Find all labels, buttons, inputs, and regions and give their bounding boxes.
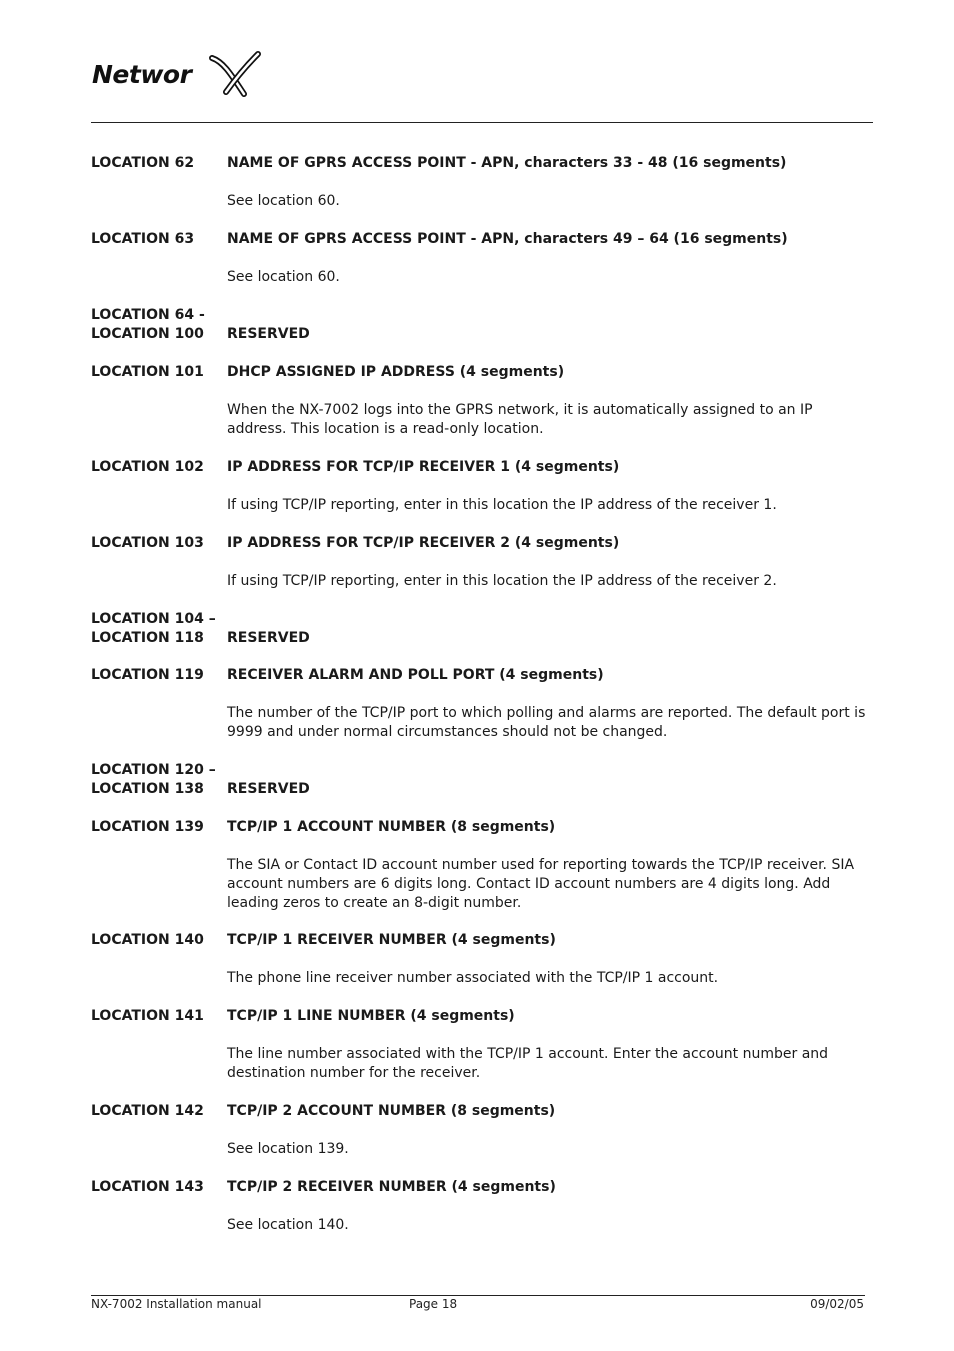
- entry-description: The line number associated with the TCP/IP 1 account. Enter the account number and destination number for the receiver.: [227, 1046, 829, 1081]
- entry-description: If using TCP/IP reporting, enter in this location the IP address of the receiver 1.: [227, 497, 777, 513]
- location-label: LOCATION 101: [91, 364, 204, 380]
- entry-title: TCP/IP 1 ACCOUNT NUMBER (8 segments): [227, 819, 556, 835]
- entry-description: The number of the TCP/IP port to which polling and alarms are reported. The default port is 9999 and under normal circumstances should not be changed.: [227, 705, 866, 740]
- logo-x-mark: [202, 48, 266, 100]
- entry-title: IP ADDRESS FOR TCP/IP RECEIVER 2 (4 segments): [227, 535, 620, 551]
- footer-document-title: NX-7002 Installation manual: [91, 1297, 262, 1311]
- entry-title: NAME OF GPRS ACCESS POINT - APN, characters 33 - 48 (16 segments): [227, 155, 787, 171]
- entry-title: TCP/IP 1 LINE NUMBER (4 segments): [227, 1008, 515, 1024]
- location-label: LOCATION 64 - LOCATION 100: [91, 307, 205, 342]
- location-label: LOCATION 102: [91, 459, 204, 475]
- location-label: LOCATION 143: [91, 1179, 204, 1195]
- entry-description: See location 139.: [227, 1141, 349, 1157]
- location-label: LOCATION 141: [91, 1008, 204, 1024]
- entry-description: The SIA or Contact ID account number used for reporting towards the TCP/IP receiver. SIA account numbers are 6 digits long. Contact ID account numbers are 4 digits long. Add leading zeros to create an 8-digit number.: [227, 857, 855, 911]
- entry-title: TCP/IP 2 ACCOUNT NUMBER (8 segments): [227, 1103, 556, 1119]
- logo-wordmark: Networ: [92, 60, 192, 89]
- entry-title: DHCP ASSIGNED IP ADDRESS (4 segments): [227, 364, 565, 380]
- entry-title: TCP/IP 2 RECEIVER NUMBER (4 segments): [227, 1179, 556, 1195]
- entry-description: The phone line receiver number associated with the TCP/IP 1 account.: [227, 970, 719, 986]
- location-label: LOCATION 62: [91, 155, 195, 171]
- entry-title: RECEIVER ALARM AND POLL PORT (4 segments): [227, 667, 604, 683]
- footer-divider: [91, 1295, 865, 1296]
- header-divider: [91, 122, 873, 123]
- location-label: LOCATION 142: [91, 1103, 204, 1119]
- footer-date: 09/02/05: [810, 1297, 864, 1311]
- location-label: LOCATION 103: [91, 535, 204, 551]
- entry-title: RESERVED: [227, 781, 310, 797]
- entry-description: When the NX-7002 logs into the GPRS network, it is automatically assigned to an IP address. This location is a read-only location.: [227, 402, 813, 437]
- entry-title: IP ADDRESS FOR TCP/IP RECEIVER 1 (4 segments): [227, 459, 620, 475]
- entry-title: RESERVED: [227, 326, 310, 342]
- entry-description: See location 60.: [227, 269, 340, 285]
- entry-description: See location 60.: [227, 193, 340, 209]
- location-label: LOCATION 139: [91, 819, 204, 835]
- entry-description: See location 140.: [227, 1217, 349, 1233]
- location-label: LOCATION 120 – LOCATION 138: [91, 762, 216, 797]
- entry-title: NAME OF GPRS ACCESS POINT - APN, characters 49 – 64 (16 segments): [227, 231, 788, 247]
- entry-title: RESERVED: [227, 630, 310, 646]
- networx-logo: [92, 48, 267, 100]
- footer-page-number: Page 18: [409, 1297, 458, 1311]
- location-label: LOCATION 104 – LOCATION 118: [91, 611, 216, 646]
- entry-title: TCP/IP 1 RECEIVER NUMBER (4 segments): [227, 932, 556, 948]
- location-label: LOCATION 140: [91, 932, 204, 948]
- entry-description: If using TCP/IP reporting, enter in this location the IP address of the receiver 2.: [227, 573, 777, 589]
- location-label: LOCATION 119: [91, 667, 204, 683]
- location-label: LOCATION 63: [91, 231, 195, 247]
